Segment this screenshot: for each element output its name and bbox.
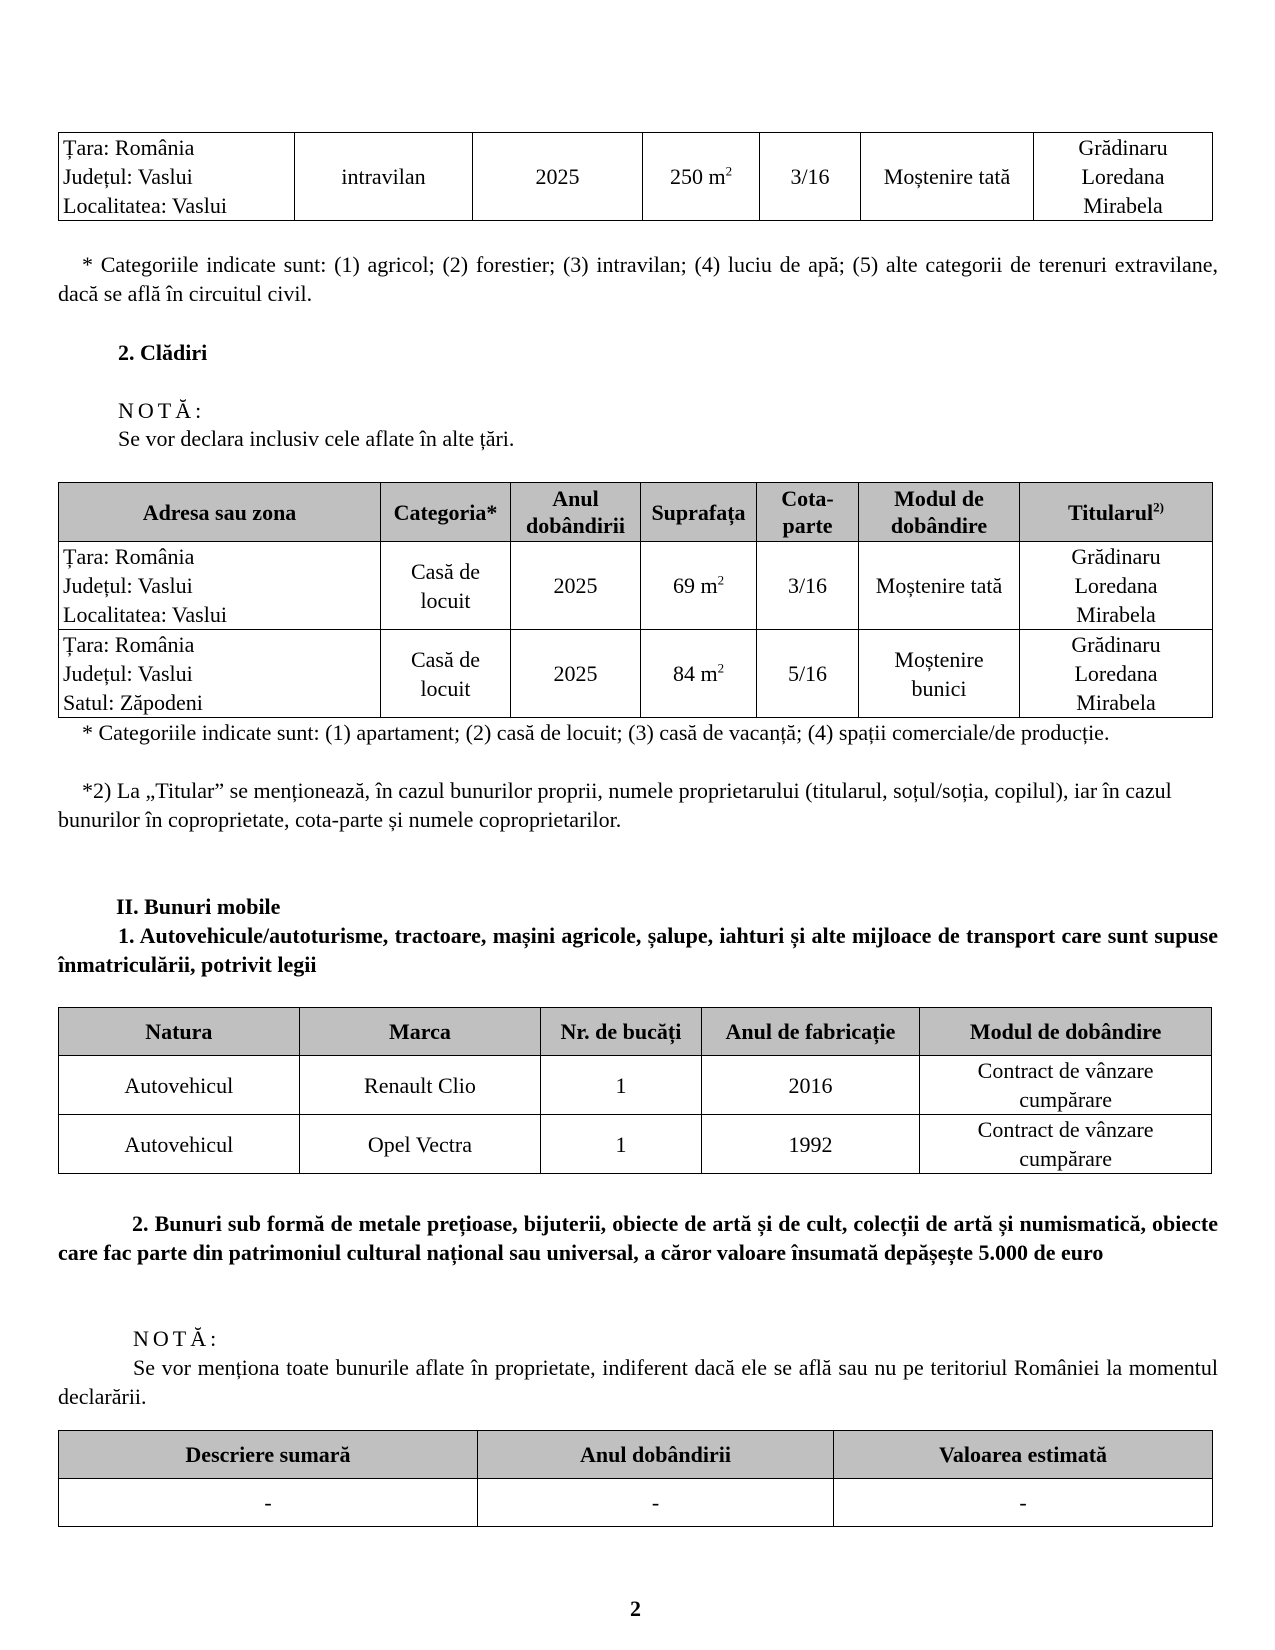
- table-row: [59, 1479, 1213, 1527]
- vehicle-mode-cell: Contract de vânzare cumpărare: [920, 1115, 1212, 1174]
- valuable-value-cell: -: [834, 1479, 1213, 1527]
- table-row: [59, 630, 1213, 718]
- header-acquisition-year: Anul dobândirii: [478, 1431, 834, 1479]
- land-area-cell: 250 $m^2$: [643, 133, 760, 221]
- valuables-subheading: 2. Bunuri sub formă de metale prețioase, bijuterii, obiecte de artă și de cult, colecții de artă și numismatică, obiecte care fac parte din patrimoniul cultural național sau universal, a căror valoare însumată depășește 5.000 de euro: [58, 1211, 1218, 1265]
- header-share: Cota- parte: [757, 483, 859, 542]
- land-table: [58, 132, 1213, 221]
- table-header-row: [59, 1431, 1213, 1479]
- land-share-cell: 3/16: [760, 133, 861, 221]
- valuables-nota-label: NOTĂ:: [133, 1326, 221, 1351]
- table-header-row: [59, 1008, 1212, 1056]
- header-year: Anul dobândirii: [511, 483, 641, 542]
- buildings-category-note: * Categoriile indicate sunt: (1) apartament; (2) casă de locuit; (3) casă de vacanță; (4) spații comerciale/de producție.: [82, 720, 1110, 745]
- building-mode-cell: Moștenire bunici: [859, 630, 1020, 718]
- table-row: [59, 542, 1213, 630]
- land-holder-cell: Grădinaru Loredana Mirabela: [1034, 133, 1213, 221]
- building-area-cell: 69 $m^2$: [641, 542, 757, 630]
- header-nature: Natura: [59, 1008, 300, 1056]
- building-address-cell: Țara: România Județul: Vaslui Localitatea: Vaslui: [59, 542, 381, 630]
- land-year-cell: 2025: [473, 133, 643, 221]
- header-description: Descriere sumară: [59, 1431, 478, 1479]
- buildings-nota-label: NOTĂ:: [118, 398, 206, 423]
- vehicles-table: [58, 1007, 1212, 1174]
- table-row: [59, 1115, 1212, 1174]
- header-manufacture-year: Anul de fabricație: [701, 1008, 920, 1056]
- valuables-nota-text: Se vor menționa toate bunurile aflate în proprietate, indiferent dacă ele se află sau nu pe teritoriul României la momentul declarării.: [58, 1355, 1218, 1409]
- valuable-year-cell: -: [478, 1479, 834, 1527]
- movables-heading: II. Bunuri mobile: [116, 894, 281, 919]
- building-share-cell: 5/16: [757, 630, 859, 718]
- building-area-cell: 84 $m^2$: [641, 630, 757, 718]
- vehicle-brand-cell: Opel Vectra: [299, 1115, 541, 1174]
- vehicle-brand-cell: Renault Clio: [299, 1056, 541, 1115]
- vehicle-count-cell: 1: [541, 1056, 701, 1115]
- valuable-description-cell: -: [59, 1479, 478, 1527]
- building-category-cell: Casă de locuit: [381, 630, 511, 718]
- table-row: [59, 133, 1213, 221]
- building-address-cell: Țara: România Județul: Vaslui Satul: Zăpodeni: [59, 630, 381, 718]
- vehicle-count-cell: 1: [541, 1115, 701, 1174]
- buildings-holder-note: *2) La „Titular” se menționează, în cazul bunurilor proprii, numele proprietarului (titularul, soțul/soția, copilul), iar în cazul bunurilor în coproprietate, cota-parte și numele coproprietarilor.: [58, 778, 1172, 832]
- vehicle-nature-cell: Autovehicul: [59, 1115, 300, 1174]
- buildings-table: [58, 482, 1213, 718]
- header-area: Suprafața: [641, 483, 757, 542]
- land-address-cell: Țara: România Județul: Vaslui Localitatea: Vaslui: [59, 133, 295, 221]
- header-acquisition-mode: Modul de dobândire: [920, 1008, 1212, 1056]
- building-category-cell: Casă de locuit: [381, 542, 511, 630]
- building-share-cell: 3/16: [757, 542, 859, 630]
- header-count: Nr. de bucăți: [541, 1008, 701, 1056]
- building-year-cell: 2025: [511, 630, 641, 718]
- vehicles-subheading: 1. Autovehicule/autoturisme, tractoare, mașini agricole, șalupe, iahturi și alte mijloace de transport care sunt supuse înmatriculării, potrivit legii: [58, 923, 1218, 977]
- vehicle-nature-cell: Autovehicul: [59, 1056, 300, 1115]
- building-mode-cell: Moștenire tată: [859, 542, 1020, 630]
- buildings-heading: 2. Clădiri: [118, 340, 208, 365]
- vehicle-year-cell: 1992: [701, 1115, 920, 1174]
- page-number: 2: [630, 1596, 641, 1621]
- header-brand: Marca: [299, 1008, 541, 1056]
- land-category-cell: intravilan: [295, 133, 473, 221]
- valuables-table: [58, 1430, 1213, 1527]
- land-category-note: * Categoriile indicate sunt: (1) agricol; (2) forestier; (3) intravilan; (4) luciu de apă; (5) alte categorii de terenuri extravilane, dacă se află în circuitul civil.: [58, 252, 1218, 306]
- vehicle-mode-cell: Contract de vânzare cumpărare: [920, 1056, 1212, 1115]
- building-holder-cell: Grădinaru Loredana Mirabela: [1020, 542, 1213, 630]
- table-row: [59, 1056, 1212, 1115]
- header-address: Adresa sau zona: [59, 483, 381, 542]
- header-holder: Titularul$^{2)}$: [1020, 483, 1213, 542]
- building-year-cell: 2025: [511, 542, 641, 630]
- header-estimated-value: Valoarea estimată: [834, 1431, 1213, 1479]
- header-mode: Modul de dobândire: [859, 483, 1020, 542]
- vehicle-year-cell: 2016: [701, 1056, 920, 1115]
- land-mode-cell: Moștenire tată: [861, 133, 1034, 221]
- building-holder-cell: Grădinaru Loredana Mirabela: [1020, 630, 1213, 718]
- table-header-row: [59, 483, 1213, 542]
- header-category: Categoria*: [381, 483, 511, 542]
- buildings-nota-text: Se vor declara inclusiv cele aflate în alte țări.: [118, 426, 515, 451]
